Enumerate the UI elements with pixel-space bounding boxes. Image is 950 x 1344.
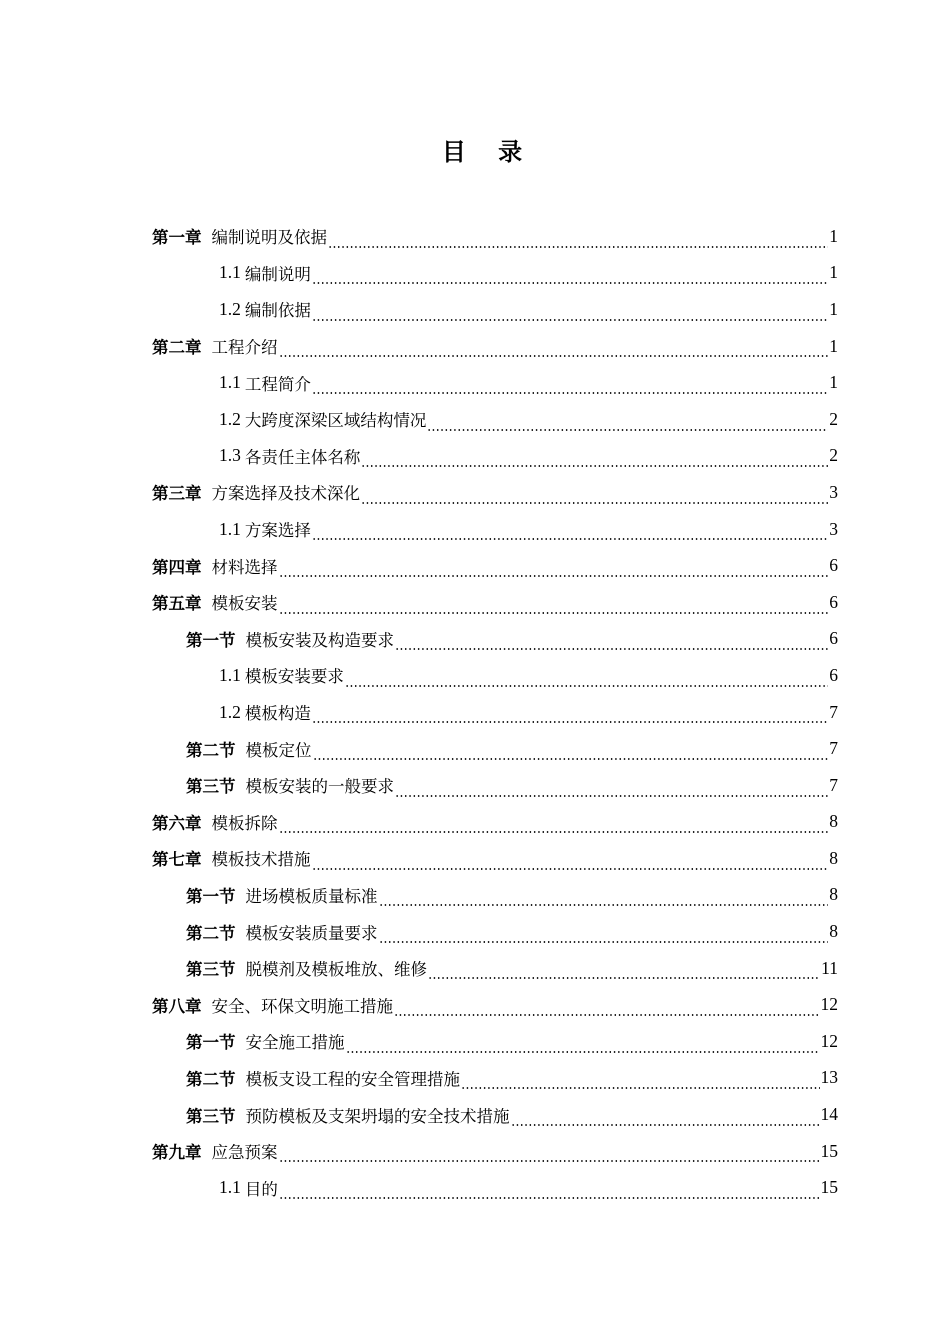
toc-title: 目 录 xyxy=(441,138,535,166)
toc-entry[interactable] xyxy=(152,621,838,658)
toc-entry-number: 1.1 xyxy=(219,518,241,539)
toc-entry-label: 第三节 xyxy=(186,777,236,797)
toc-entry[interactable] xyxy=(152,1133,838,1170)
toc-page-number: 1 xyxy=(829,262,838,283)
toc-entry[interactable] xyxy=(152,218,838,255)
toc-page-number: 3 xyxy=(829,518,838,539)
toc-dot-leader xyxy=(313,737,829,761)
toc-page-number: 2 xyxy=(829,408,838,429)
toc-entry[interactable] xyxy=(152,877,838,914)
toc-dot-leader xyxy=(312,371,828,395)
toc-entry-number: 1.2 xyxy=(219,408,241,429)
toc-entry[interactable] xyxy=(152,767,838,804)
toc-entry[interactable] xyxy=(152,401,838,438)
toc-entry-text: 应急预案 xyxy=(211,1143,278,1163)
toc-dot-leader xyxy=(279,554,829,578)
toc-page-number: 6 xyxy=(829,664,838,685)
toc-entry-text: 模板安装质量要求 xyxy=(245,923,378,943)
toc-page-number: 1 xyxy=(829,372,838,393)
toc-entry-number: 1.1 xyxy=(219,262,241,283)
toc-page-number: 3 xyxy=(829,481,838,502)
toc-entry-label: 第二节 xyxy=(186,740,236,760)
toc-dot-leader xyxy=(345,664,828,688)
toc-page-number: 2 xyxy=(829,445,838,466)
toc-dot-leader xyxy=(279,334,829,358)
toc-entry-label: 第二章 xyxy=(152,338,202,358)
table-of-contents xyxy=(152,218,838,1206)
toc-entry[interactable] xyxy=(152,1169,838,1206)
toc-page-number: 6 xyxy=(829,555,838,576)
toc-page-number: 7 xyxy=(829,738,838,759)
toc-entry-label: 第一节 xyxy=(186,1033,236,1053)
toc-page-number: 15 xyxy=(820,1177,838,1198)
toc-page-number: 13 xyxy=(820,1067,838,1088)
toc-entry-number: 1.3 xyxy=(219,445,241,466)
toc-entry-text: 材料选择 xyxy=(211,557,278,577)
toc-page-number: 8 xyxy=(829,847,838,868)
toc-dot-leader xyxy=(461,1066,820,1090)
toc-entry-label: 第九章 xyxy=(152,1143,202,1163)
toc-entry-text: 模板安装及构造要求 xyxy=(245,630,394,650)
toc-dot-leader xyxy=(395,774,828,798)
toc-entry[interactable] xyxy=(152,730,838,767)
toc-page-number: 7 xyxy=(829,701,838,722)
toc-entry-text: 目的 xyxy=(244,1179,278,1199)
toc-dot-leader xyxy=(312,298,828,322)
toc-dot-leader xyxy=(328,225,828,249)
toc-entry[interactable] xyxy=(152,547,838,584)
toc-entry[interactable] xyxy=(152,1023,838,1060)
toc-page-number: 8 xyxy=(829,811,838,832)
toc-entry-text: 模板拆除 xyxy=(211,813,278,833)
toc-dot-leader xyxy=(279,1139,820,1163)
toc-entry-text: 工程简介 xyxy=(244,374,311,394)
toc-entry-label: 第一节 xyxy=(186,630,236,650)
toc-entry-label: 第七章 xyxy=(152,850,202,870)
toc-dot-leader xyxy=(361,444,828,468)
toc-entry-number: 1.1 xyxy=(219,1177,241,1198)
toc-entry[interactable] xyxy=(152,255,838,292)
toc-page-number: 14 xyxy=(820,1104,838,1125)
toc-entry[interactable] xyxy=(152,1096,838,1133)
toc-entry-text: 各责任主体名称 xyxy=(244,447,361,467)
toc-entry[interactable] xyxy=(152,804,838,841)
toc-dot-leader xyxy=(511,1103,820,1127)
toc-entry-text: 安全、环保文明施工措施 xyxy=(211,996,393,1016)
toc-entry-text: 进场模板质量标准 xyxy=(245,886,378,906)
toc-entry-text: 模板安装要求 xyxy=(244,667,344,687)
toc-page-number: 8 xyxy=(829,921,838,942)
toc-entry-text: 模板构造 xyxy=(244,704,311,724)
toc-dot-leader xyxy=(312,517,828,541)
toc-entry-text: 模板技术措施 xyxy=(211,850,311,870)
toc-dot-leader xyxy=(312,261,828,285)
toc-entry-text: 编制说明 xyxy=(244,264,311,284)
toc-entry-label: 第四章 xyxy=(152,557,202,577)
toc-dot-leader xyxy=(346,1030,820,1054)
toc-page-number: 15 xyxy=(820,1140,838,1161)
toc-page-number: 8 xyxy=(829,884,838,905)
toc-entry[interactable] xyxy=(152,474,838,511)
toc-dot-leader xyxy=(427,408,828,432)
toc-dot-leader xyxy=(312,847,829,871)
toc-entry[interactable] xyxy=(152,328,838,365)
toc-dot-leader xyxy=(279,591,829,615)
toc-entry-text: 预防模板及支架坍塌的安全技术措施 xyxy=(245,1106,510,1126)
toc-entry-text: 编制依据 xyxy=(244,301,311,321)
toc-entry-number: 1.2 xyxy=(219,298,241,319)
toc-entry-text: 模板支设工程的安全管理措施 xyxy=(245,1069,460,1089)
toc-entry-text: 安全施工措施 xyxy=(245,1033,345,1053)
toc-entry-number: 1.2 xyxy=(219,701,241,722)
toc-dot-leader xyxy=(394,993,820,1017)
toc-entry-text: 大跨度深梁区域结构情况 xyxy=(244,411,427,431)
toc-entry-label: 第一章 xyxy=(152,228,202,248)
toc-entry-text: 工程介绍 xyxy=(211,338,278,358)
toc-entry[interactable] xyxy=(152,657,838,694)
toc-entry-text: 编制说明及依据 xyxy=(211,228,327,248)
toc-dot-leader xyxy=(361,481,828,505)
toc-entry-label: 第三节 xyxy=(186,960,236,980)
toc-entry[interactable] xyxy=(152,1060,838,1097)
toc-entry[interactable] xyxy=(152,438,838,475)
toc-entry[interactable] xyxy=(152,511,838,548)
toc-page-number: 1 xyxy=(829,335,838,356)
toc-entry-label: 第三节 xyxy=(186,1106,236,1126)
toc-entry[interactable] xyxy=(152,840,838,877)
toc-dot-leader xyxy=(279,810,829,834)
toc-entry[interactable] xyxy=(152,986,838,1023)
toc-page-number: 7 xyxy=(829,774,838,795)
toc-entry[interactable] xyxy=(152,584,838,621)
toc-entry-text: 模板定位 xyxy=(245,740,312,760)
toc-entry[interactable] xyxy=(152,950,838,987)
toc-page-number: 12 xyxy=(820,994,838,1015)
toc-entry-text: 模板安装的一般要求 xyxy=(245,777,394,797)
toc-entry[interactable] xyxy=(152,364,838,401)
toc-entry-number: 1.1 xyxy=(219,664,241,685)
toc-entry-text: 方案选择 xyxy=(244,521,311,541)
toc-page-number: 1 xyxy=(829,225,838,246)
toc-entry-label: 第六章 xyxy=(152,813,202,833)
toc-entry-label: 第二节 xyxy=(186,923,236,943)
toc-entry-label: 第三章 xyxy=(152,484,202,504)
toc-page-number: 1 xyxy=(829,298,838,319)
toc-page-number: 6 xyxy=(829,591,838,612)
toc-entry[interactable] xyxy=(152,913,838,950)
toc-page-number: 6 xyxy=(829,628,838,649)
toc-entry-label: 第五章 xyxy=(152,594,202,614)
toc-entry[interactable] xyxy=(152,291,838,328)
toc-entry[interactable] xyxy=(152,694,838,731)
toc-entry-label: 第八章 xyxy=(152,996,202,1016)
toc-dot-leader xyxy=(379,883,829,907)
toc-entry-text: 模板安装 xyxy=(211,594,278,614)
toc-dot-leader xyxy=(279,1176,820,1200)
toc-dot-leader xyxy=(379,920,829,944)
toc-dot-leader xyxy=(312,700,828,724)
toc-entry-text: 脱模剂及模板堆放、维修 xyxy=(245,960,427,980)
toc-entry-label: 第二节 xyxy=(186,1069,236,1089)
toc-page-number: 11 xyxy=(821,957,838,978)
toc-page-number: 12 xyxy=(820,1030,838,1051)
toc-entry-text: 方案选择及技术深化 xyxy=(211,484,360,504)
toc-dot-leader xyxy=(395,627,828,651)
toc-dot-leader xyxy=(428,956,820,980)
toc-entry-label: 第一节 xyxy=(186,886,236,906)
toc-entry-number: 1.1 xyxy=(219,372,241,393)
